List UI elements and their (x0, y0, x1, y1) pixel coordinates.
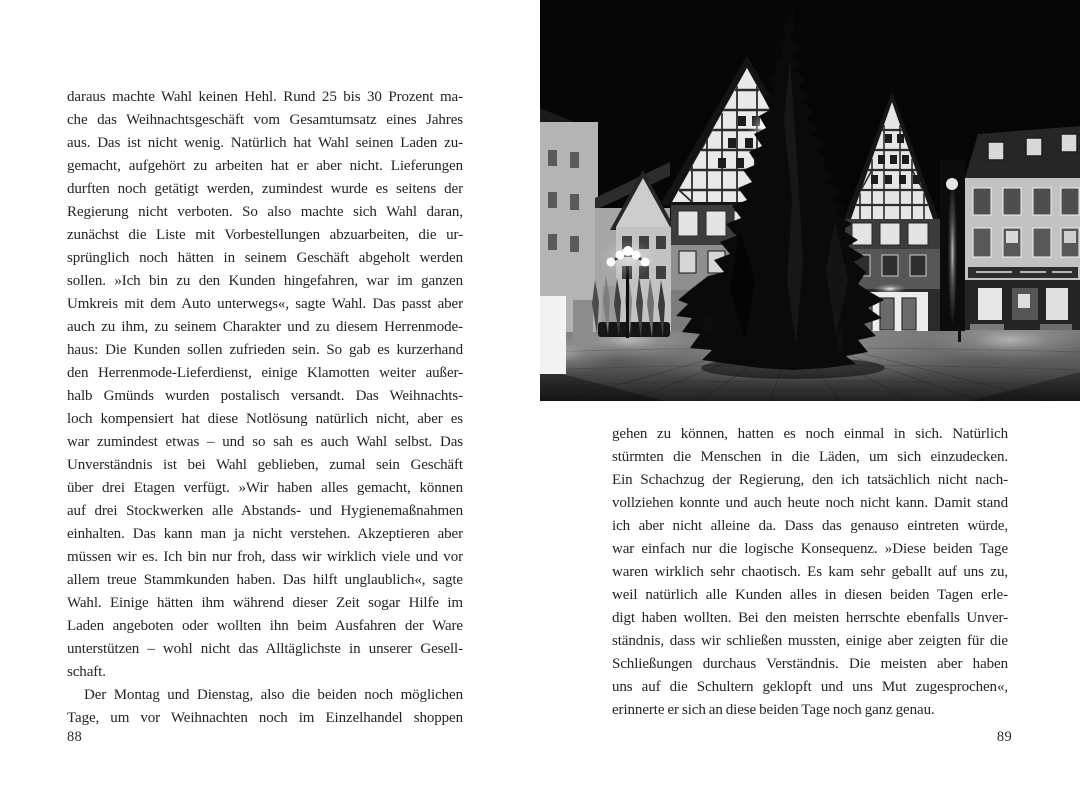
text-line: Der Montag und Dienstag, also die beiden noch möglichen (84, 687, 463, 703)
text-line: ständnis, dass wir schließen mussten, einige aber zeigten für die (612, 633, 1008, 649)
text-line: Ein Schachzug der Regierung, den ich tatsächlich nicht nach- (612, 472, 1008, 488)
text-line: war zumindest etwas – und so sah es auch Wahl selbst. Das (67, 434, 463, 450)
text-line: sprünglich noch hätten in seinem Geschäft abgeholt werden (67, 250, 463, 266)
text-line: Regierung nicht verboten. So also machte sich Wahl daran, (67, 204, 463, 220)
text-line: weil natürlich alle Kunden alles in diesen beiden Tagen erle- (612, 587, 1008, 603)
text-line: sollen. »Ich bin zu den Kunden hingefahren, war im ganzen (67, 273, 463, 289)
text-line: erinnerte er sich an diese beiden Tage noch ganz genau. (612, 702, 935, 718)
text-line: Wahl. Einige hätten ihm während dieser Zeit sogar Hilfe im (67, 595, 463, 611)
text-line: gehen zu können, hatten es noch einmal in sich. Natürlich (612, 426, 1008, 442)
text-line: auf drei Stockwerken alle Abstands- und Hygienemaßnahmen (67, 503, 463, 519)
text-line: che das Weihnachtsgeschäft vom Gesamtumsatz eines Jahres (67, 112, 463, 128)
baroque-building-right (965, 126, 1080, 330)
text-line: daraus machte Wahl keinen Hehl. Rund 25 bis 30 Prozent ma- (67, 89, 463, 105)
right-page-text (612, 423, 1008, 722)
text-line: über drei Etagen verfügt. »Wir haben alles gemacht, können (67, 480, 463, 496)
text-line: durften noch getätigt werden, zumindest wurde es seitens der (67, 181, 463, 197)
text-line: waren wirklich sehr chaotisch. Es kam sehr geballt auf uns zu, (612, 564, 1008, 580)
left-page-text (67, 86, 463, 730)
text-line: ich aber nicht alleine da. Dass das genauso eintreten würde, (612, 518, 1008, 534)
right-page-number: 89 (996, 729, 1012, 745)
text-line: Umkreis mit dem Auto unterwegs«, sagte Wahl. Das passt aber (67, 296, 463, 312)
text-line: halb Gmünds wurden postalisch versandt. Das Weihnachts- (67, 388, 463, 404)
text-line: auch zu ihm, zu seinem Charakter und zu diesem Herrenmode- (67, 319, 463, 335)
text-line: einhalten. Das kann man ja nicht verstehen. Akzeptieren aber (67, 526, 463, 542)
text-line: müssen wir es. Ich bin nur froh, dass wir wirklich viele und vor (67, 549, 463, 565)
text-line: zunächst die Liste mit Vorbestellungen abzuarbeiten, die ur- (67, 227, 463, 243)
text-line: war einfach nur die logische Konsequenz. »Diese beiden Tage (612, 541, 1008, 557)
text-line: digt haben wollten. Bei den meisten herrschte ebenfalls Unver- (612, 610, 1008, 626)
text-line: vollziehen konnte und auch heute noch nicht kann. Damit stand (612, 495, 1008, 511)
text-line: unterstützen – wohl nicht das Alltäglichste in unserer Gesell- (67, 641, 463, 657)
text-line: haus: Die Kunden sollen zufrieden sein. So gab es kurzerhand (67, 342, 463, 358)
text-line: allem treue Stammkunden haben. Das hilft unglaublich«, sagte (67, 572, 463, 588)
text-line: loch kompensiert hat diese Notlösung natürlich nicht, aber es (67, 411, 463, 427)
text-line: aus. Das ist nicht wenig. Natürlich hat Wahl seinen Laden zu- (67, 135, 463, 151)
alley-gap (940, 160, 965, 331)
text-line: stürmten die Menschen in die Läden, um sich einzudecken. (612, 449, 1008, 465)
text-line: Unverständnis ist bei Wahl geblieben, zumal sein Geschäft (67, 457, 463, 473)
left-page-number: 88 (67, 729, 83, 745)
text-line: uns auf die Schultern geklopft und uns Mut zugesprochen«, (612, 679, 1008, 695)
text-line: gemacht, aufgehört zu arbeiten hat er aber nicht. Lieferungen (67, 158, 463, 174)
market-square-photo (540, 0, 1080, 401)
text-line: den Herrenmode-Lieferdienst, einige Klamotten weiter außer- (67, 365, 463, 381)
text-line: Schließungen durchaus Verständnis. Die meisten aber haben (612, 656, 1008, 672)
text-line: Tage, um vor Weihnachten noch im Einzelhandel shoppen (67, 710, 463, 726)
text-line: Laden angeboten oder wollten ihn beim Ausfahren der Ware (67, 618, 463, 634)
text-line: schaft. (67, 664, 106, 680)
